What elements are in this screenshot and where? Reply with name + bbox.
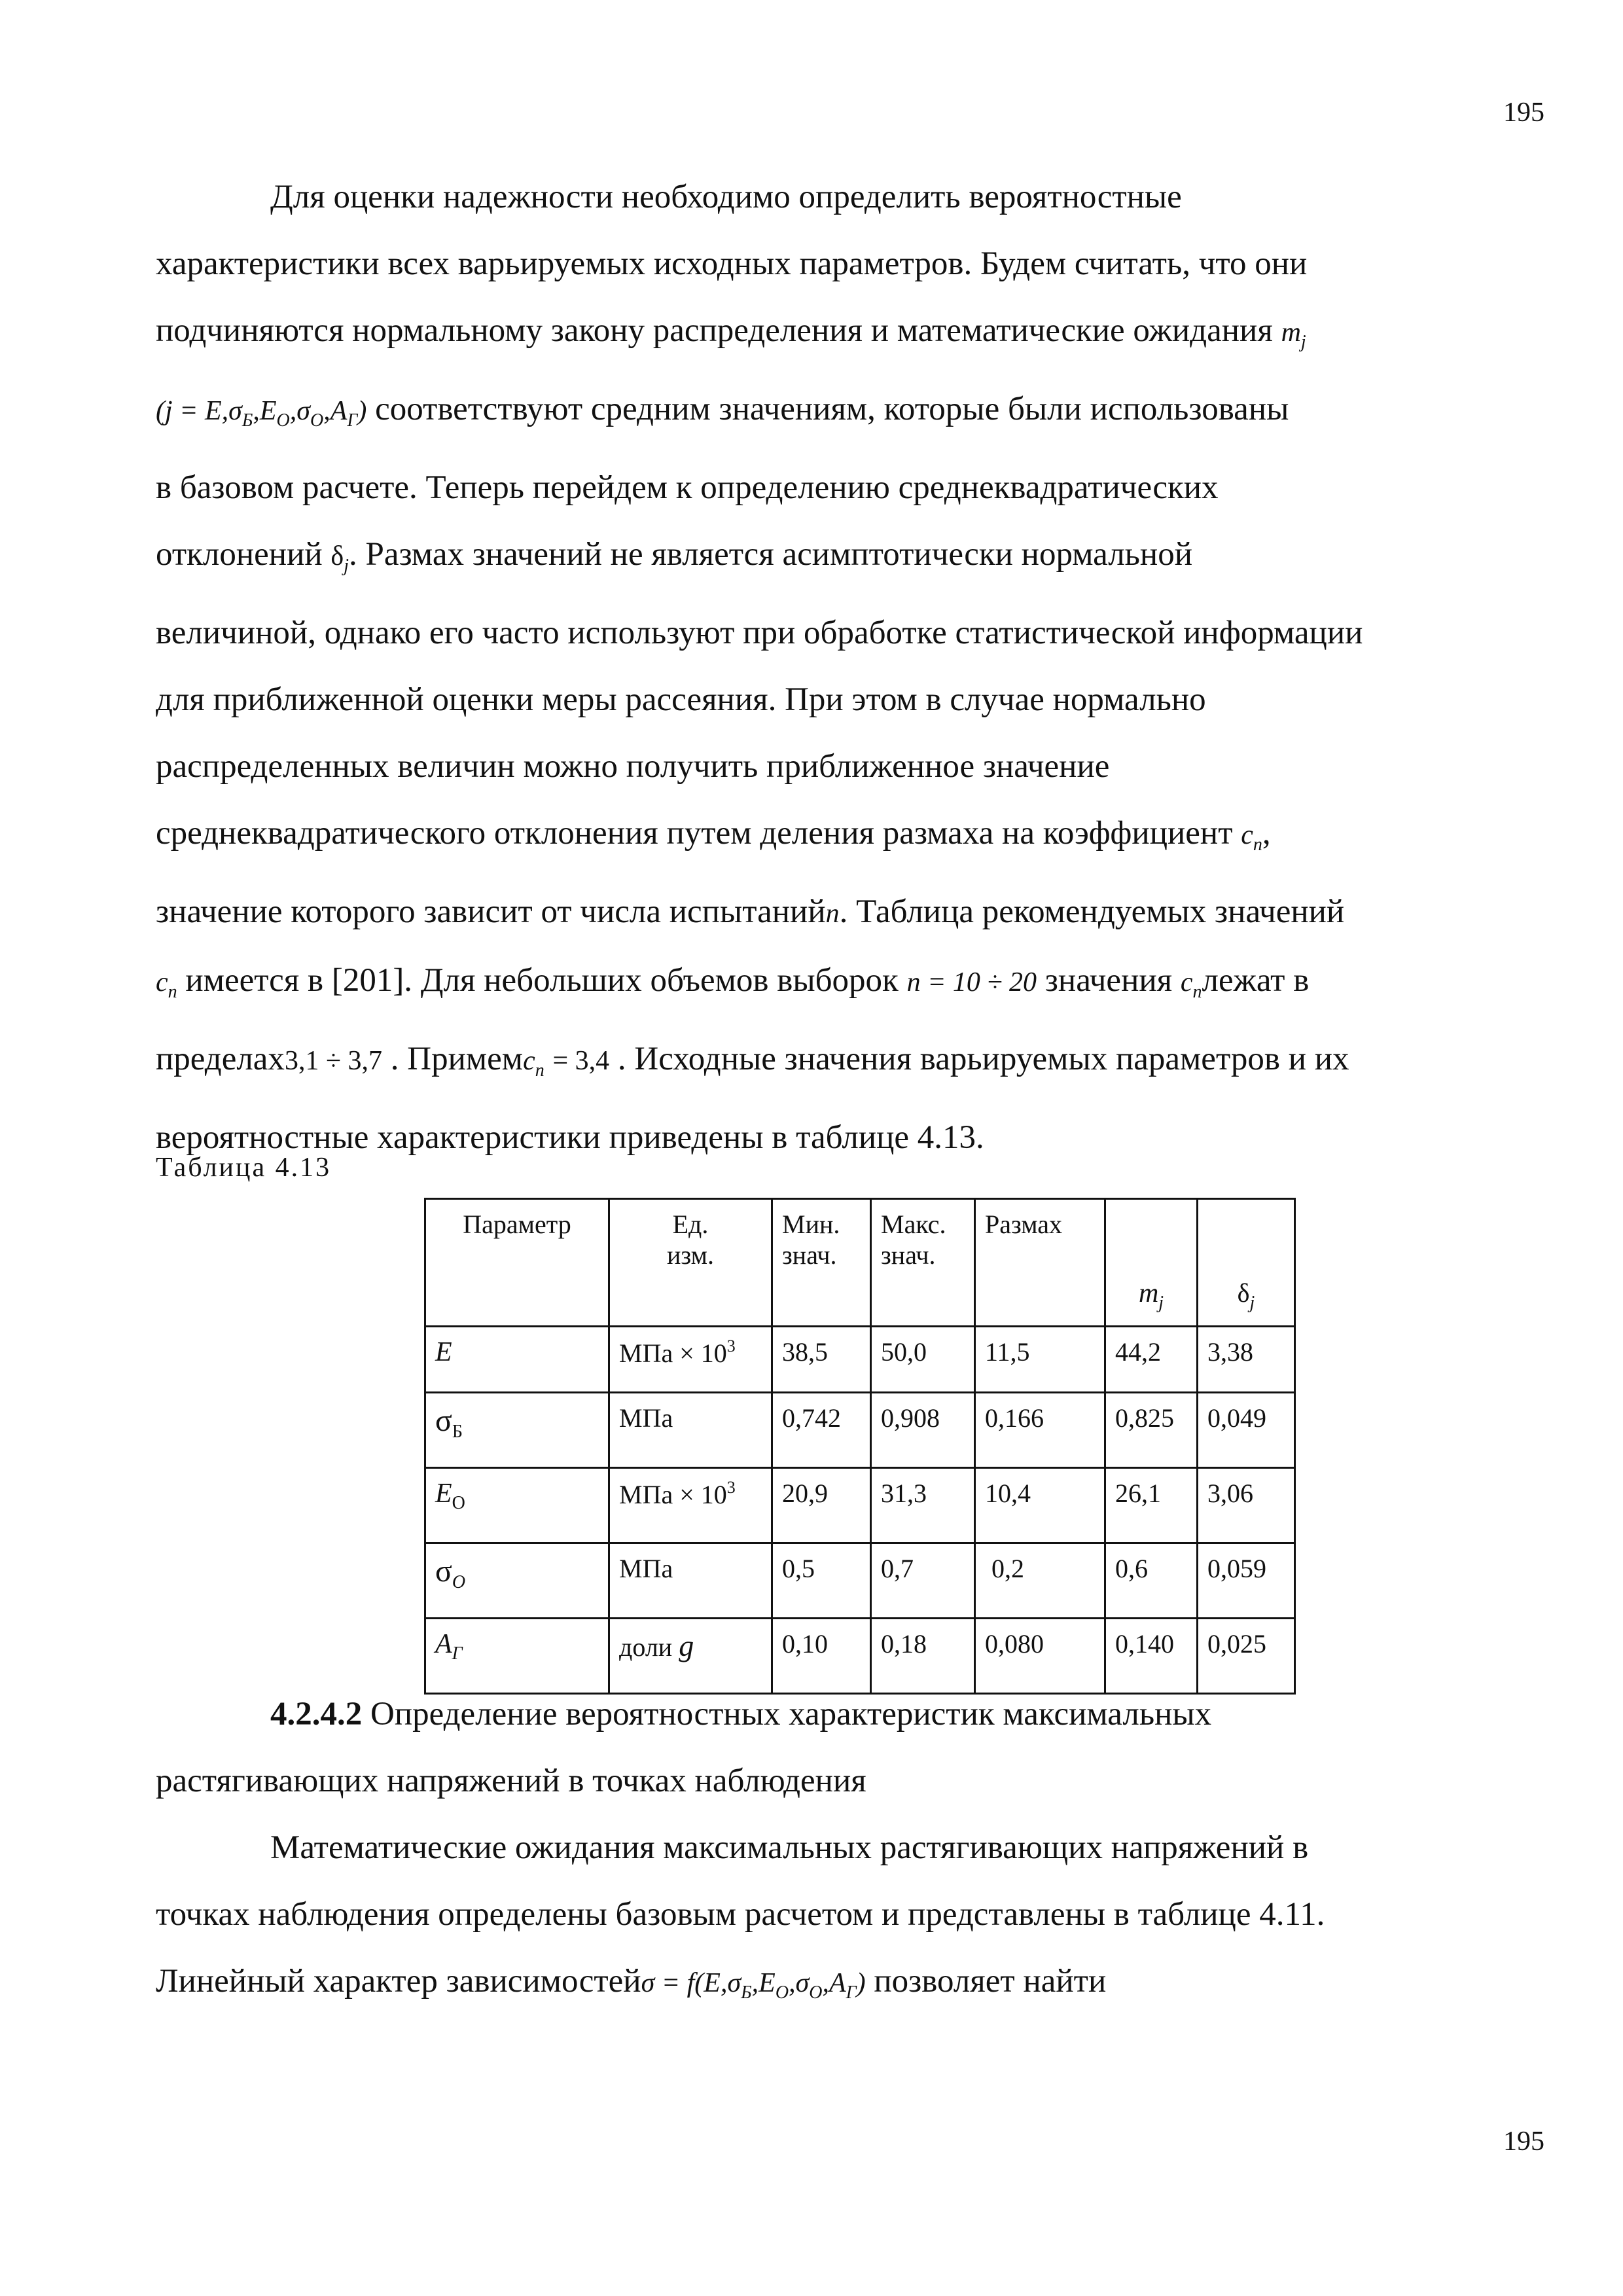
cell-unit: МПа × $10^3$ [609, 1327, 772, 1393]
table-header-row [425, 1199, 1295, 1327]
header-max: Макс. знач. [871, 1199, 975, 1327]
para2-line1: Математические ожидания максимальных растягивающих напряжений в [270, 1829, 1309, 1866]
header-unit: Ед. изм. [609, 1199, 772, 1327]
para1-line7: величиной, однако его часто используют при обработке статистической информации [156, 615, 1363, 651]
cell-delta: 0,025 [1198, 1619, 1295, 1694]
cell-min: 38,5 [772, 1327, 871, 1393]
para1-line6: отклонений $\delta_j$. Размах значений не является асимптотически нормальной [156, 536, 1193, 576]
para1-line12: $c_n$ имеется в [201]. Для небольших объемов выборок n = 10 ÷ 20 значения $c_nлежат$ в [156, 962, 1310, 1002]
para1-line8: для приближенной оценки меры рассеяния. При этом в случае нормально [156, 681, 1206, 718]
cell-min: 0,742 [772, 1393, 871, 1468]
para1-line9: распределенных величин можно получить приближенное значение [156, 748, 1110, 785]
cell-range: 0,2 [975, 1543, 1105, 1619]
parameters-table [424, 1198, 1296, 1695]
cell-delta: 3,38 [1198, 1327, 1295, 1393]
cell-m: 0,140 [1105, 1619, 1198, 1694]
cell-unit: доли g [609, 1619, 772, 1694]
cell-min: 0,10 [772, 1619, 871, 1694]
cell-range: 11,5 [975, 1327, 1105, 1393]
cell-symbol: $E_О$ [425, 1468, 609, 1543]
cell-max: 0,7 [871, 1543, 975, 1619]
page-number-top: 195 [1503, 98, 1544, 128]
cell-min: 0,5 [772, 1543, 871, 1619]
cell-unit: МПа [609, 1543, 772, 1619]
para2-line3: Линейный характер зависимостейσ = $f(E,\sigma_Б,E_O,\sigma_O,A_Г)$ позволяет найти [156, 1963, 1107, 2003]
cell-unit: МПа × $10^3$ [609, 1468, 772, 1543]
para1-line13: пределах3,1 ÷ 3,7 . Примемc$_n$ = 3,4 . Исходные значения варьируемых параметров и их [156, 1041, 1349, 1081]
header-m: $m_j$ [1105, 1199, 1198, 1327]
table-row [425, 1327, 1295, 1393]
cell-symbol: $A_Г$ [425, 1619, 609, 1694]
cell-symbol: $\sigma_O$ [425, 1543, 609, 1619]
paragraph-reliability [156, 164, 1546, 1171]
table-row [425, 1393, 1295, 1468]
para1-line3: подчиняются нормальному закону распределения и математические ожидания $m_j$ [156, 312, 1306, 352]
cell-min: 20,9 [772, 1468, 871, 1543]
table-caption: Таблица 4.13 [156, 1153, 332, 1183]
cell-m: 26,1 [1105, 1468, 1198, 1543]
section-heading-line1: 4.2.4.2 Определение вероятностных характеристик максимальных [270, 1696, 1212, 1732]
header-range: Размах [975, 1199, 1105, 1327]
cell-delta: 0,059 [1198, 1543, 1295, 1619]
paragraph-expectations [156, 1814, 1546, 2026]
cell-max: 31,3 [871, 1468, 975, 1543]
section-heading [156, 1681, 1546, 1814]
cell-max: 50,0 [871, 1327, 975, 1393]
header-delta: $\delta_j$ [1198, 1199, 1295, 1327]
para2-line2: точках наблюдения определены базовым расчетом и представлены в таблице 4.11. [156, 1896, 1325, 1933]
para1-line1: Для оценки надежности необходимо определить вероятностные [270, 179, 1182, 215]
section-heading-line2: растягивающих напряжений в точках наблюдения [156, 1763, 866, 1799]
para1-line10: среднеквадратического отклонения путем деления размаха на коэффициент $c_n$, [156, 815, 1271, 855]
cell-unit: МПа [609, 1393, 772, 1468]
cell-delta: 0,049 [1198, 1393, 1295, 1468]
cell-range: 0,166 [975, 1393, 1105, 1468]
header-min: Мин. знач. [772, 1199, 871, 1327]
cell-m: 0,825 [1105, 1393, 1198, 1468]
para1-line5: в базовом расчете. Теперь перейдем к определению среднеквадратических [156, 469, 1219, 506]
cell-range: 0,080 [975, 1619, 1105, 1694]
para1-line14: вероятностные характеристики приведены в таблице 4.13. [156, 1119, 984, 1156]
cell-range: 10,4 [975, 1468, 1105, 1543]
para1-line2: характеристики всех варьируемых исходных параметров. Будем считать, что они [156, 245, 1308, 282]
cell-delta: 3,06 [1198, 1468, 1295, 1543]
table-row [425, 1543, 1295, 1619]
header-param: Параметр [425, 1199, 609, 1327]
table-row [425, 1468, 1295, 1543]
page-number-bottom: 195 [1503, 2126, 1544, 2157]
cell-max: 0,18 [871, 1619, 975, 1694]
cell-symbol: E [425, 1327, 609, 1393]
cell-symbol: $\sigma_Б$ [425, 1393, 609, 1468]
cell-m: 44,2 [1105, 1327, 1198, 1393]
para1-line11: значение которого зависит от числа испытанийn. Таблица рекомендуемых значений [156, 893, 1345, 930]
cell-m: 0,6 [1105, 1543, 1198, 1619]
cell-max: 0,908 [871, 1393, 975, 1468]
para1-line4: $(j = E,\sigma_Б,E_O,\sigma_O,A_Г)$ соответствуют средним значениям, которые были использованы [156, 391, 1289, 431]
